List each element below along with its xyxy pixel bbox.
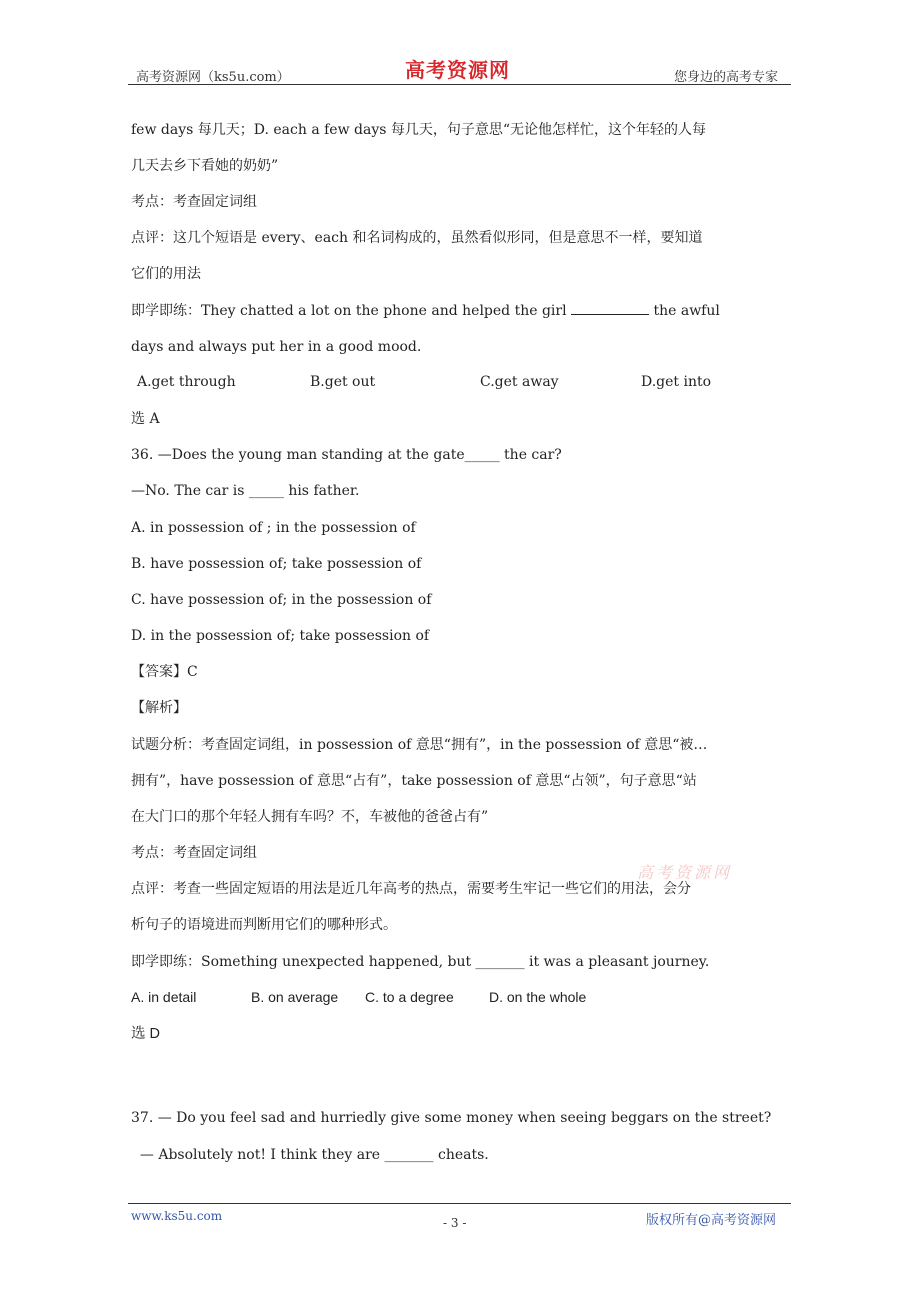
footer-link[interactable]: www.ks5u.com bbox=[131, 1209, 223, 1223]
answer-line: 选 D bbox=[131, 1026, 160, 1042]
answer-line: 选 A bbox=[131, 411, 160, 427]
page-number: - 3 - bbox=[443, 1216, 467, 1230]
option-a: A.get through bbox=[137, 374, 236, 390]
text-line: 在大门口的那个年轻人拥有车吗？不，车被他的爸爸占有” bbox=[131, 809, 489, 825]
practice-question-1 bbox=[131, 302, 720, 320]
question-37: 37. — Do you feel sad and hurriedly give some money when seeing beggars on the street? bbox=[131, 1110, 772, 1126]
text-line: 拥有”，have possession of 意思“占有”，take possession of 意思“占领”，句子意思“站 bbox=[131, 773, 697, 789]
option-b: B.get out bbox=[310, 374, 376, 390]
text-line: 考点：考查固定词组 bbox=[131, 845, 257, 861]
choice-a: A. in possession of ; in the possession of bbox=[131, 520, 416, 536]
choice-c: C. have possession of; in the possession of bbox=[131, 592, 432, 608]
option-c: C.get away bbox=[480, 374, 559, 390]
text-line: — Absolutely not! I think they are _______ cheats. bbox=[131, 1147, 489, 1163]
option-b: B. on average bbox=[251, 989, 339, 1005]
header-divider bbox=[128, 84, 791, 85]
header-site-name: 高考资源网（ks5u.com） bbox=[136, 70, 290, 85]
text-line: 几天去乡下看她的奶奶” bbox=[131, 158, 279, 174]
option-c: C. to a degree bbox=[365, 989, 454, 1005]
footer-divider bbox=[128, 1203, 791, 1204]
text-line: days and always put her in a good mood. bbox=[131, 339, 422, 355]
option-a: A. in detail bbox=[131, 989, 197, 1005]
option-d: D. on the whole bbox=[489, 989, 587, 1005]
text-line: —No. The car is _____ his father. bbox=[131, 483, 360, 499]
practice-text-a: 即学即练：They chatted a lot on the phone and helped the girl bbox=[131, 303, 572, 319]
analysis-heading: 【解析】 bbox=[131, 700, 187, 716]
answer-blank bbox=[571, 302, 649, 315]
text-line: 点评：这几个短语是 every、each 和名词构成的，虽然看似形同，但是意思不一样，要知道 bbox=[131, 230, 703, 246]
text-line: 它们的用法 bbox=[131, 266, 201, 282]
text-line: 点评：考查一些固定短语的用法是近几年高考的热点，需要考生牢记一些它们的用法，会分 bbox=[131, 881, 691, 897]
text-line: 试题分析：考查固定词组，in possession of 意思“拥有”，in the possession of 意思“被… bbox=[131, 737, 708, 753]
practice-text-b: the awful bbox=[649, 303, 720, 319]
question-36: 36. —Does the young man standing at the gate_____ the car? bbox=[131, 447, 562, 463]
practice-question-2: 即学即练：Something unexpected happened, but _______ it was a pleasant journey. bbox=[131, 954, 710, 970]
text-line: few days 每几天；D. each a few days 每几天，句子意思“无论他怎样忙，这个年轻的人每 bbox=[131, 122, 707, 138]
header-logo: 高考资源网 bbox=[405, 58, 510, 82]
footer-copyright: 版权所有@高考资源网 bbox=[646, 1213, 777, 1228]
choice-d: D. in the possession of; take possession of bbox=[131, 628, 430, 644]
text-line: 考点：考查固定词组 bbox=[131, 194, 257, 210]
watermark: 高考资源网 bbox=[637, 863, 733, 882]
answer-heading: 【答案】C bbox=[131, 664, 198, 680]
choice-b: B. have possession of; take possession of bbox=[131, 556, 422, 572]
text-line: 析句子的语境进而判断用它们的哪种形式。 bbox=[131, 917, 397, 933]
header-tagline: 您身边的高考专家 bbox=[674, 70, 779, 85]
option-d: D.get into bbox=[641, 374, 712, 390]
